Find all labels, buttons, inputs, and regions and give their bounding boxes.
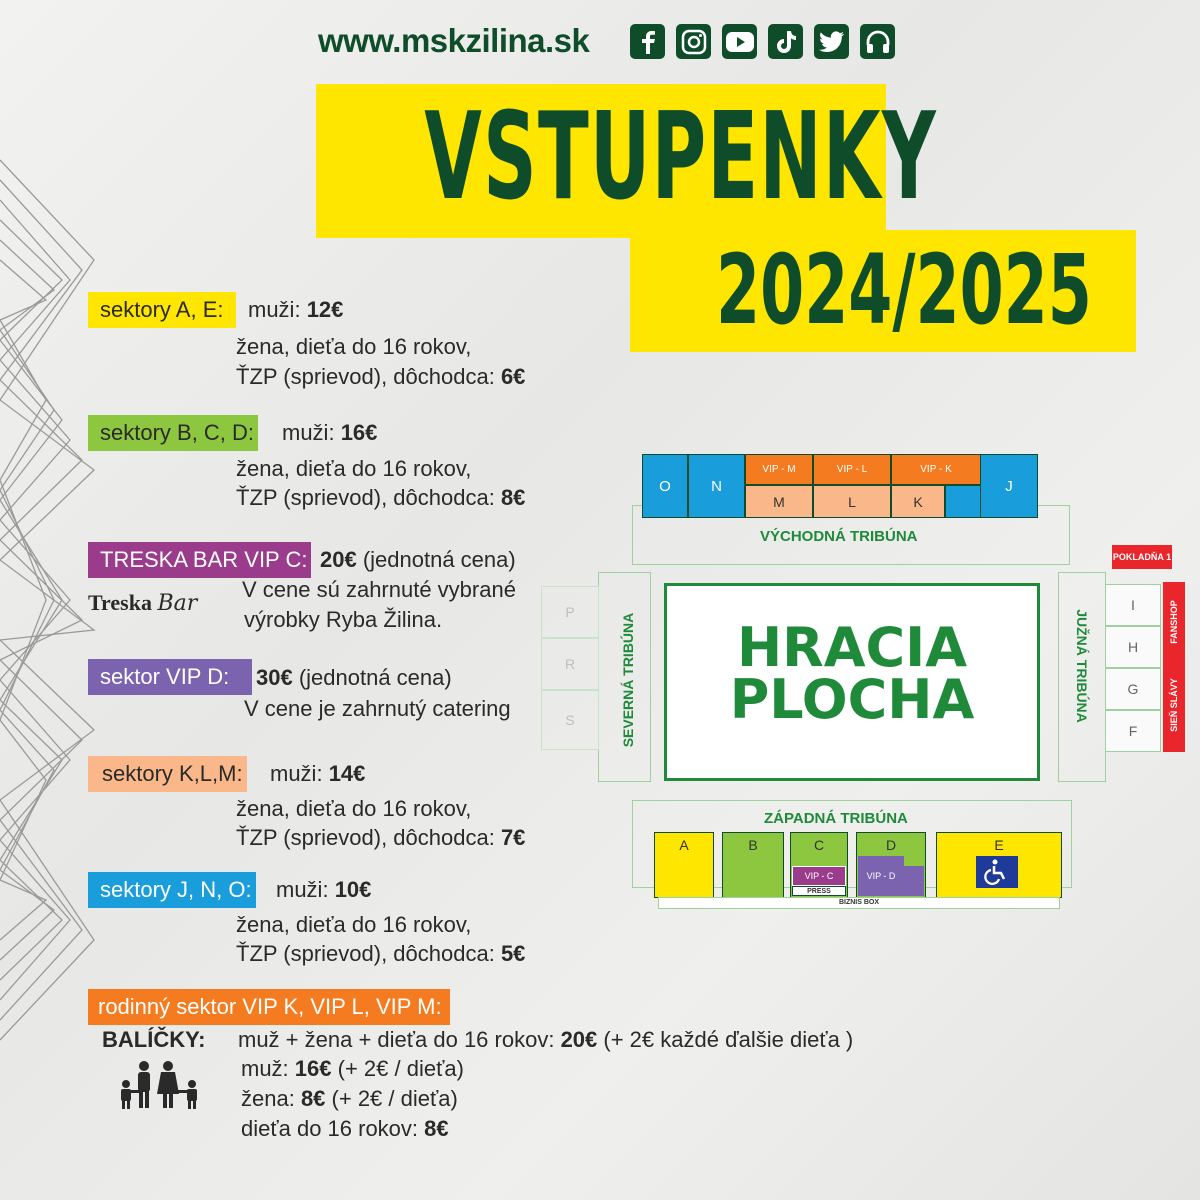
- fanshop-tag: FANSHOP: [1169, 600, 1179, 644]
- packages-label: BALÍČKY:: [102, 1027, 206, 1052]
- price-klm-men: muži: 14€: [270, 761, 366, 786]
- label-sectors-ae: sektory A, E:: [88, 292, 236, 328]
- sector-j-notch: [945, 485, 981, 518]
- sector-vip-c[interactable]: VIP - C: [792, 866, 846, 886]
- east-stand-label: VÝCHODNÁ TRIBÚNA: [760, 528, 918, 545]
- south-stand-label: JUŽNÁ TRIBÚNA: [1074, 609, 1090, 723]
- pitch-label: HRACIA PLOCHA: [729, 616, 975, 731]
- price-jno-line2: žena, dieťa do 16 rokov,: [236, 912, 472, 937]
- price-ae-line2: žena, dieťa do 16 rokov,: [236, 334, 472, 359]
- sector-n[interactable]: N: [688, 454, 745, 518]
- ticket-office-tag: POKLADŇA 1: [1112, 545, 1172, 569]
- website-url[interactable]: www.mskzilina.sk: [318, 22, 590, 59]
- hall-of-fame-tag: SIEŇ SLÁVY: [1169, 678, 1179, 732]
- sector-k[interactable]: K: [891, 485, 945, 518]
- price-bcd-men: muži: 16€: [282, 420, 378, 445]
- sector-g[interactable]: G: [1105, 668, 1161, 710]
- sector-vip-d[interactable]: VIP - D: [858, 856, 904, 896]
- page-title: VSTUPENKY: [424, 88, 937, 227]
- sector-h[interactable]: H: [1105, 626, 1161, 668]
- family-icon: [116, 1060, 204, 1110]
- vip-d-line2: V cene je zahrnutý catering: [244, 696, 511, 721]
- treska-line2: V cene sú zahrnuté vybrané: [242, 577, 516, 602]
- sector-i[interactable]: I: [1105, 584, 1161, 626]
- sector-l[interactable]: L: [813, 485, 891, 518]
- season-title: 2024/2025: [716, 234, 1092, 346]
- family-line2: muž: 16€ (+ 2€ / dieťa): [241, 1056, 464, 1081]
- price-ae-men: muži: 12€: [248, 297, 344, 322]
- label-family-sector: rodinný sektor VIP K, VIP L, VIP M:: [88, 989, 450, 1025]
- tiktok-icon[interactable]: [768, 24, 803, 59]
- sector-m[interactable]: M: [745, 485, 813, 518]
- price-bcd-line3: ŤZP (sprievod), dôchodca: 8€: [236, 485, 526, 510]
- sector-e[interactable]: E: [936, 832, 1062, 898]
- price-bcd-line2: žena, dieťa do 16 rokov,: [236, 456, 472, 481]
- price-klm-line3: ŤZP (sprievod), dôchodca: 7€: [236, 825, 526, 850]
- treska-line3: výrobky Ryba Žilina.: [244, 607, 443, 632]
- sector-b[interactable]: B: [722, 832, 784, 898]
- sector-p[interactable]: P: [541, 586, 599, 638]
- price-ae-line3: ŤZP (sprievod), dôchodca: 6€: [236, 364, 526, 389]
- north-stand-label: SEVERNÁ TRIBÚNA: [620, 612, 636, 748]
- price-treska: 20€ (jednotná cena): [320, 547, 516, 572]
- sector-j[interactable]: J: [980, 454, 1038, 518]
- sector-vip-k[interactable]: VIP - K: [891, 454, 981, 485]
- wheelchair-icon: [976, 856, 1018, 888]
- family-line3: žena: 8€ (+ 2€ / dieťa): [241, 1086, 458, 1111]
- press-box[interactable]: PRESS: [792, 886, 846, 896]
- price-vip-d: 30€ (jednotná cena): [256, 665, 452, 690]
- price-jno-men: muži: 10€: [276, 877, 372, 902]
- youtube-icon[interactable]: [722, 24, 757, 59]
- label-sectors-bcd: sektory B, C, D:: [88, 415, 258, 451]
- label-sectors-jno: sektory J, N, O:: [88, 872, 256, 908]
- sector-a[interactable]: A: [654, 832, 714, 898]
- twitter-icon[interactable]: [814, 24, 849, 59]
- instagram-icon[interactable]: [676, 24, 711, 59]
- sector-s[interactable]: S: [541, 690, 599, 750]
- sector-vip-l[interactable]: VIP - L: [813, 454, 891, 485]
- sector-f[interactable]: F: [1105, 710, 1161, 752]
- business-box-label: BIZNIS BOX: [838, 899, 880, 906]
- price-jno-line3: ŤZP (sprievod), dôchodca: 5€: [236, 941, 526, 966]
- west-stand-label: ZÁPADNÁ TRIBÚNA: [764, 810, 908, 827]
- label-vip-d: sektor VIP D:: [88, 659, 252, 695]
- social-icons: [630, 24, 895, 59]
- sector-d[interactable]: D: [856, 832, 926, 898]
- sector-vip-d-extension: [904, 866, 924, 896]
- facebook-icon[interactable]: [630, 24, 665, 59]
- label-treska-bar: TRESKA BAR VIP C:: [88, 542, 311, 578]
- label-sectors-klm: sektory K,L,M:: [88, 756, 247, 792]
- price-klm-line2: žena, dieťa do 16 rokov,: [236, 796, 472, 821]
- sector-o[interactable]: O: [642, 454, 688, 518]
- sector-vip-m[interactable]: VIP - M: [745, 454, 813, 485]
- family-line4: dieťa do 16 rokov: 8€: [241, 1116, 449, 1141]
- family-line1: muž + žena + dieťa do 16 rokov: 20€ (+ 2€ každé ďalšie dieťa ): [238, 1027, 854, 1052]
- treska-bar-logo: Treska Bar: [88, 590, 198, 616]
- sector-c[interactable]: C: [790, 832, 848, 898]
- sector-r[interactable]: R: [541, 638, 599, 690]
- podcast-icon[interactable]: [860, 24, 895, 59]
